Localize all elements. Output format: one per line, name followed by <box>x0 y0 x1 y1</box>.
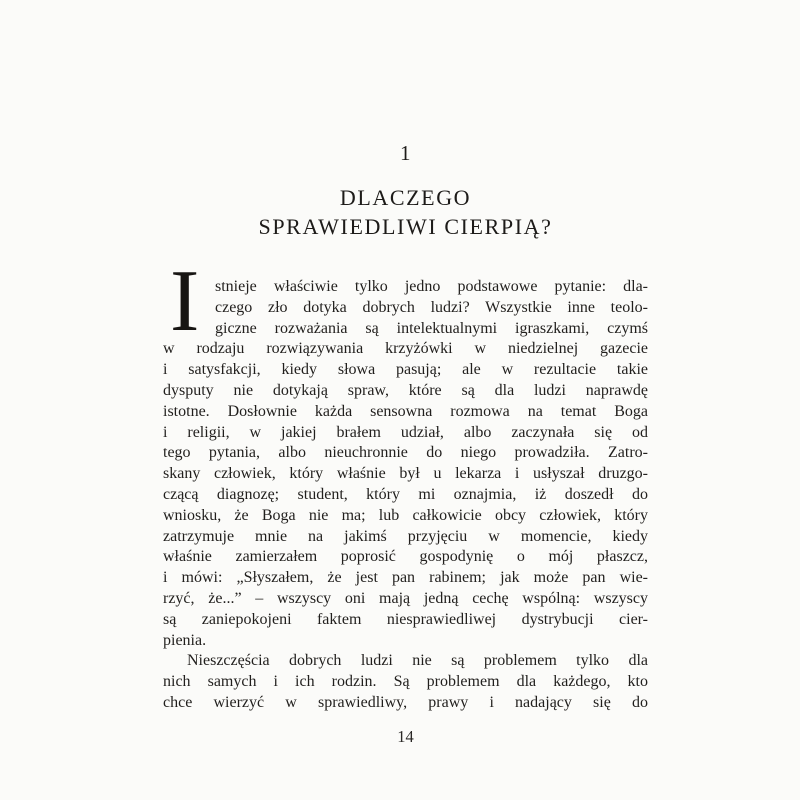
page-number: 14 <box>397 727 414 746</box>
body-text <box>163 253 648 714</box>
paragraph-2 <box>163 651 648 713</box>
text-line: i mówi: „Słyszałem, że jest pan rabinem; jak może pan wie- <box>163 569 648 587</box>
text-line: dysputy nie dotykają spraw, które są dla ludzi naprawdę <box>163 381 648 399</box>
text-line: właśnie zamierzałem poprosić gospodynię o mój płaszcz, <box>163 548 648 566</box>
chapter-title-line-2: SPRAWIEDLIWI CIERPIĄ? <box>258 213 553 239</box>
chapter-number: 1 <box>400 141 411 165</box>
text-line: skany człowiek, który właśnie był u lekarza i usłyszał druzgo- <box>163 465 648 483</box>
text-line: tego pytania, albo nieuchronnie do niego prowadziła. Zatro- <box>163 444 648 462</box>
chapter-title <box>143 184 668 241</box>
chapter-title-line-1: DLACZEGO <box>339 185 472 210</box>
text-line: i satysfakcji, kiedy słowa pasują; ale w rezultacie takie <box>163 361 648 379</box>
text-line: istotne. Dosłownie każda sensowna rozmowa na temat Boga <box>163 402 648 420</box>
text-line: pienia. <box>163 631 207 649</box>
text-line: zatrzymuje mnie na jakimś przyjęciu w momencie, kiedy <box>163 527 648 545</box>
text-line: Nieszczęścia dobrych ludzi nie są problemem tylko dla <box>187 652 648 670</box>
text-line: wniosku, że Boga nie ma; lub całkowicie obcy człowiek, który <box>163 506 648 524</box>
drop-cap: I <box>170 253 200 350</box>
text-line: nich samych i ich rodzin. Są problemem dla każdego, kto <box>163 673 648 691</box>
text-line: i religii, w jakiej brałem udział, albo zaczynała się od <box>163 423 648 441</box>
text-line: chce wierzyć w sprawiedliwy, prawy i nadający się do <box>163 693 648 711</box>
paragraph-1 <box>163 253 648 651</box>
text-line: w rodzaju rozwiązywania krzyżówki w niedzielnej gazecie <box>163 340 648 358</box>
text-line: giczne rozważania są intelektualnymi igraszkami, czymś <box>215 319 648 337</box>
text-line: są zaniepokojeni faktem niesprawiedliwej dystrybucji cier- <box>163 610 648 628</box>
text-line: rzyć, że...” – wszyscy oni mają jedną cechę wspólną: wszyscy <box>163 589 648 607</box>
text-line: czego zło dotyka dobrych ludzi? Wszystkie inne teolo- <box>215 298 648 316</box>
text-column <box>163 0 648 800</box>
text-line: czącą diagnozę; student, który mi oznajmia, iż doszedł do <box>163 485 648 503</box>
text-line: stnieje właściwie tylko jedno podstawowe pytanie: dla- <box>215 278 648 295</box>
